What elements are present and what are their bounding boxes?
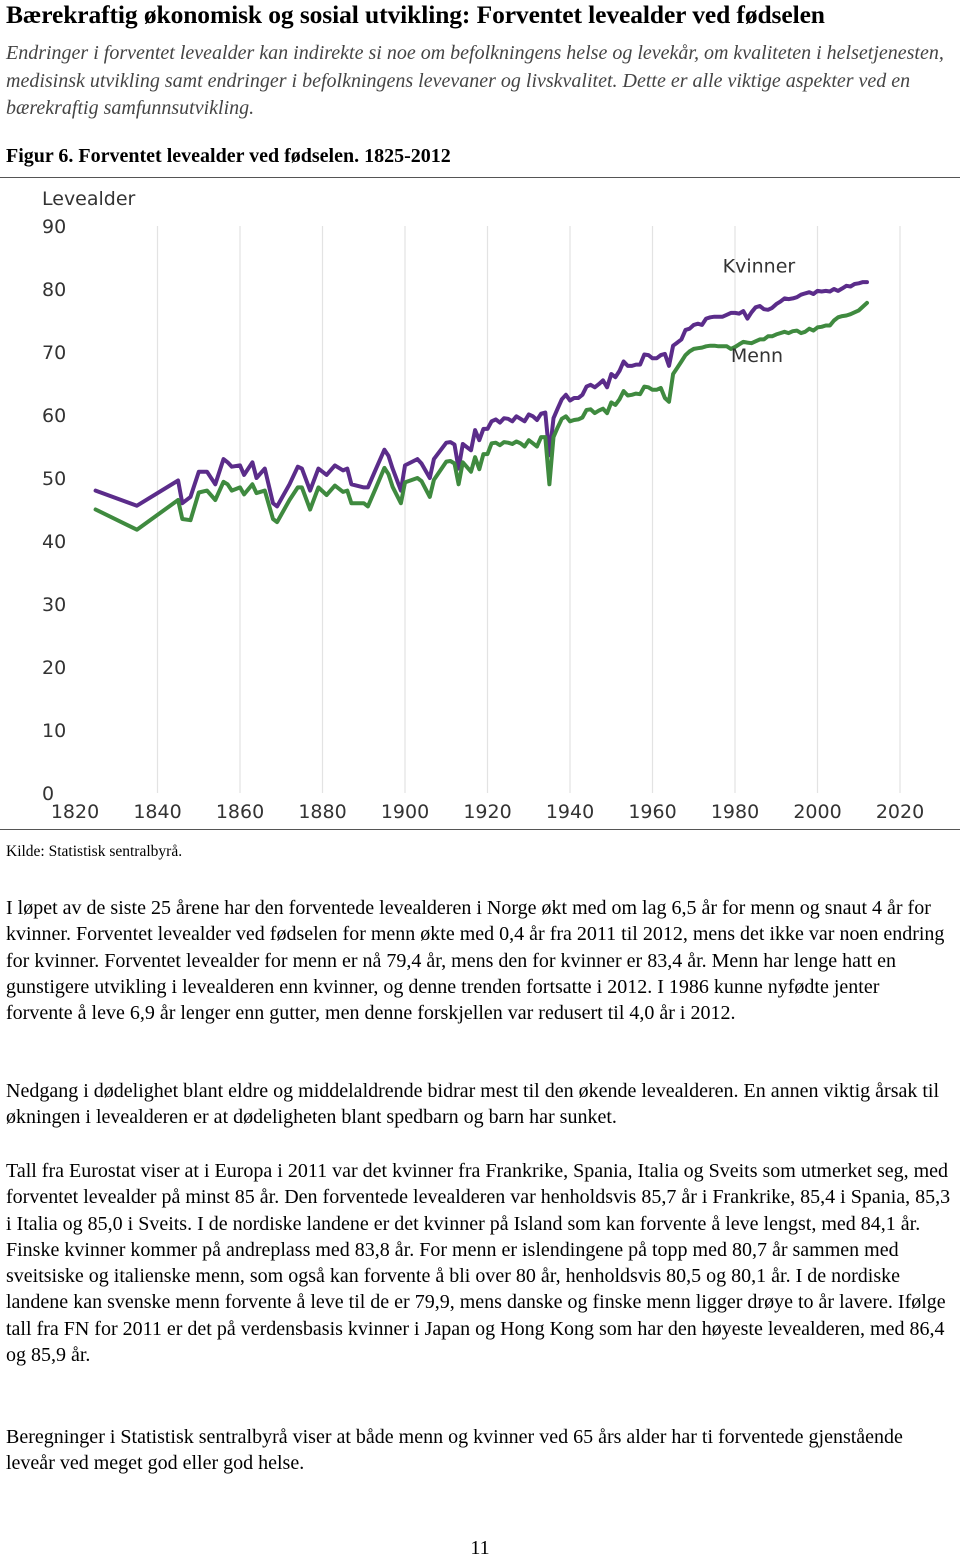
intro-text: Endringer i forventet levealder kan indirekte si noe om befolkningens helse og levekår, om kvaliteten i helsetjenesten, medisinsk utvikling samt endringer i befolkningens levevaner og livskvalitet. Dette er alle viktige aspekter ved en bærekraftig samfunnsutvikling. xyxy=(6,42,944,119)
y-tick-label-90: 90 xyxy=(42,216,67,238)
y-tick-label-80: 80 xyxy=(42,279,67,301)
x-tick-label-1920: 1920 xyxy=(463,801,512,823)
x-tick-label-1880: 1880 xyxy=(298,801,347,823)
life-expectancy-chart xyxy=(0,180,960,830)
y-tick-label-30: 30 xyxy=(42,594,67,616)
y-tick-label-50: 50 xyxy=(42,468,67,490)
body-paragraph-4: Beregninger i Statistisk sentralbyrå viser at både menn og kvinner ved 65 års alder har ti forventede gjenstående leveår ved meget god eller god helse. xyxy=(6,1426,903,1475)
x-tick-label-1900: 1900 xyxy=(380,801,430,823)
y-axis-ticks xyxy=(42,216,66,805)
y-tick-label-40: 40 xyxy=(42,531,67,553)
series-label-kvinner: Kvinner xyxy=(722,255,796,278)
body-paragraph-3: Tall fra Eurostat viser at i Europa i 2011 var det kvinner fra Frankrike, Spania, Italia og Sveits som utmerket seg, med forventet levealder på minst 85 år. Den forventede levealderen var henholdsvis 85,7 år i Frankrike, 85,4 i Spania, 85,3 i Italia og 85,0 i Sveits. I de nordiske landene er det kvinner på Island som kan forvente å leve lengst, med 84,1 år. Finske kvinner kommer på andreplass med 83,8 år. For menn er islendingene på topp med 80,7 år sammen med sveitsiske og italienske menn, som også kan forvente å bli over 80 år, henholdsvis 80,5 og 80,1 år. I de nordiske landene kan svenske menn forvente å leve til de er 79,9, mens danske og finske menn ligger drøye to år lavere. Ifølge tall fra FN for 2011 er det på verdensbasis kvinner i Japan og Hong Kong som har den høyeste levealderen, med 86,4 og 85,9 år. xyxy=(6,1160,951,1367)
figure-bottom-rule xyxy=(0,829,960,830)
y-tick-label-70: 70 xyxy=(42,342,67,364)
figure-title: Figur 6. Forventet levealder ved fødselen. 1825-2012 xyxy=(6,145,451,167)
y-tick-label-60: 60 xyxy=(42,405,67,427)
y-tick-label-10: 10 xyxy=(42,720,67,742)
figure-source: Kilde: Statistisk sentralbyrå. xyxy=(6,843,183,860)
page-title: Bærekraftig økonomisk og sosial utvikling: Forventet levealder ved fødselen xyxy=(6,0,825,29)
x-tick-label-1840: 1840 xyxy=(133,801,182,823)
page-number: 11 xyxy=(470,1537,490,1559)
body-paragraph-1: I løpet av de siste 25 årene har den forventede levealderen i Norge økt med om lag 6,5 år for menn og snaut 4 år for kvinner. Forventet levealder ved fødselen for menn økte med 0,4 år fra 2011 til 2012, mens det ikke var noen endring for kvinner. Forventet levealder for menn er nå 79,4 år, mens den for kvinner er 83,4 år. Menn har lenge hatt en gunstigere utvikling i levealderen enn kvinner, og denne trenden fortsatte i 2012. I 1986 kunne nyfødte jenter forvente å leve 6,9 år lenger enn gutter, men denne forskjellen var redusert til 4,0 år i 2012. xyxy=(6,897,945,1025)
x-tick-label-1960: 1960 xyxy=(628,801,677,823)
y-axis-label: Levealder xyxy=(42,188,136,210)
x-tick-label-1820: 1820 xyxy=(50,801,100,823)
chart-series xyxy=(96,256,867,530)
x-tick-label-2020: 2020 xyxy=(875,801,925,823)
y-tick-label-0: 0 xyxy=(42,783,55,805)
body-paragraph-2: Nedgang i dødelighet blant eldre og middelaldrende bidrar mest til den økende levealderen. En annen viktig årsak til økningen i levealderen er at dødeligheten blant spedbarn og barn har sunket. xyxy=(6,1080,940,1129)
figure-top-rule xyxy=(0,177,960,178)
x-tick-label-1940: 1940 xyxy=(545,801,595,823)
x-axis-ticks xyxy=(51,801,924,823)
x-tick-label-2000: 2000 xyxy=(793,801,842,823)
y-tick-label-20: 20 xyxy=(42,657,67,679)
series-line-menn xyxy=(96,303,867,530)
x-tick-label-1980: 1980 xyxy=(710,801,760,823)
x-tick-label-1860: 1860 xyxy=(215,801,265,823)
series-label-menn: Menn xyxy=(730,345,784,368)
series-line-kvinner xyxy=(96,282,867,506)
